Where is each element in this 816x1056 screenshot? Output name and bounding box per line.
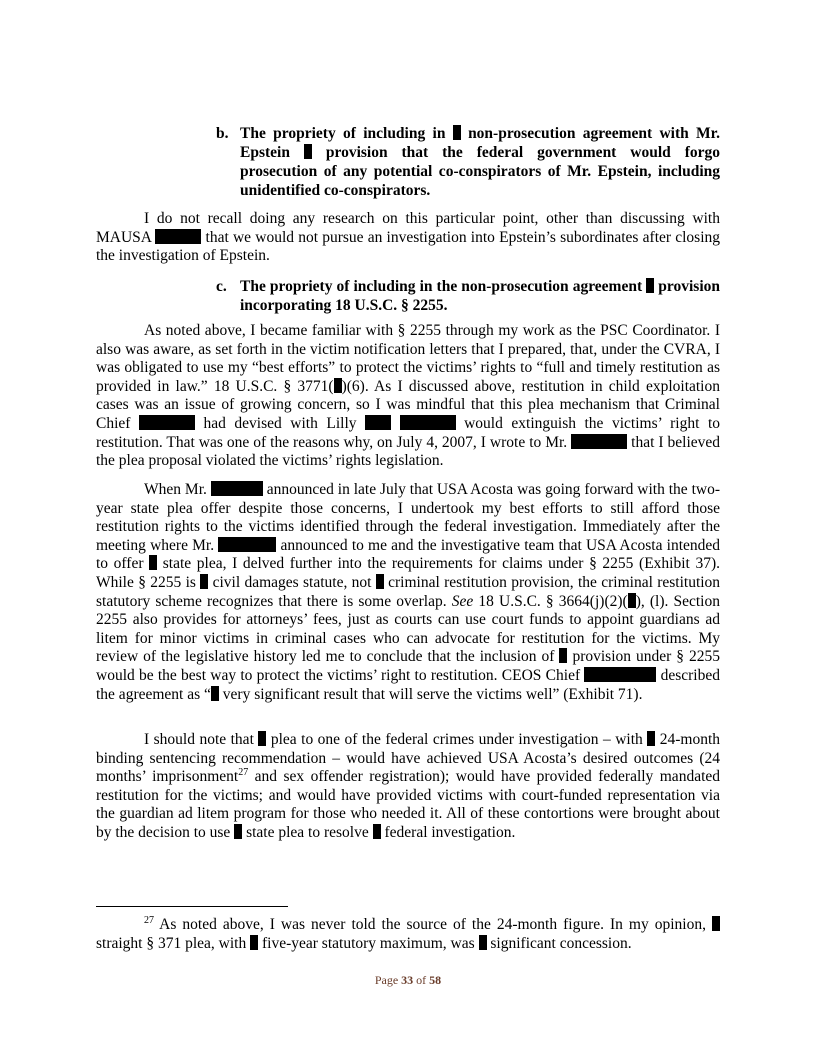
redaction (258, 731, 266, 746)
redaction (453, 125, 461, 140)
redaction (559, 648, 567, 663)
redaction (304, 144, 312, 159)
paragraph: I should note that plea to one of the federal crimes under investigation – with 24-month binding sentencing recommendation – would have achieved USA Acosta’s desired outcomes (24 months’ imprisonment$^{27}$ and sex offender registration); would have provided federally mandated restitution for the victims; and would have provided victims with court-funded representation via the guardian ad litem program for those who needed it. All of these contortions were brought about by the decision to use state plea to resolve federal investigation. (96, 731, 721, 841)
paragraph: As noted above, I became familiar with § 2255 through my work as the PSC Coordinator. I also was aware, as set forth in the victim notification letters that I prepared, that, under the CVRA, I was obligated to use my “best efforts” to protect the victims’ rights to “full and timely restitution as provided in law.” 18 U.S.C. § 3771( )(6). As I discussed above, restitution in child exploitation cases was an issue of growing concern, so I was mindful that this plea mechanism that Criminal Chief had devised with Lilly would extinguish the victims’ right to restitution. That was one of the reasons why, on July 4, 2007, I wrote to Mr. that I believed the plea proposal violated the victims’ rights legislation. (96, 322, 721, 470)
redaction (712, 916, 720, 931)
section-heading-b: b. The propriety of including in non-prosecution agreement with Mr. Epstein provision that the federal government would forgo prosecution of any potential co-conspirators of Mr. Epstein, including unidentified co-conspirators. (216, 125, 720, 199)
section-heading-c: c. The propriety of including in the non-prosecution agreement provision incorporating 18 U.S.C. § 2255. (216, 278, 721, 314)
footnote-divider (96, 906, 288, 907)
redaction (571, 434, 627, 449)
redaction (155, 229, 201, 244)
redaction (211, 481, 263, 496)
footnote-ref[interactable]: 27 (238, 767, 249, 779)
redaction (479, 935, 487, 950)
redaction (584, 667, 656, 682)
redaction (139, 415, 195, 430)
paragraph: I do not recall doing any research on this particular point, other than discussing with MAUSA that we would not pursue an investigation into Epstein’s subordinates after closing the investigation of Epstein. (96, 210, 721, 265)
redaction (646, 278, 654, 293)
paragraph: When Mr. announced in late July that USA Acosta was going forward with the two-year state plea offer despite those concerns, I undertook my best efforts to still afford those restitution rights to the victims identified through the federal investigation. Immediately after the meeting where Mr. announced to me and the investigative team that USA Acosta intended to offer state plea, I delved further into the requirements for claims under § 2255 (Exhibit 37). While § 2255 is civil damages statute, not criminal restitution provision, the criminal restitution statutory scheme recognizes that there is some overlap. See 18 U.S.C. § 3664(j)(2)( ), (l). Section 2255 also provides for attorneys’ fees, just as courts can use court funds to appoint guardians ad litem for minor victims in criminal cases who can advocate for restitution for the victims. My review of the legislative history led me to conclude that the inclusion of provision under § 2255 would be the best way to protect the victims’ right to restitution. CEOS Chief described the agreement as “ very significant result that will serve the victims well” (Exhibit 71). (96, 481, 721, 703)
section-label: c. (216, 278, 227, 295)
redaction (334, 378, 342, 393)
redaction (250, 935, 258, 950)
redaction (365, 415, 391, 430)
redaction (400, 415, 456, 430)
redaction (234, 824, 242, 839)
section-label: b. (216, 125, 229, 142)
page-number: Page 33 of 58 (374, 973, 442, 987)
redaction (373, 824, 381, 839)
redaction (200, 574, 208, 589)
redaction (628, 593, 636, 608)
footnote-number: 27 (144, 914, 154, 926)
redaction (647, 731, 655, 746)
redaction (149, 555, 157, 570)
redaction (218, 537, 276, 552)
redaction (376, 574, 384, 589)
footnote: $^{27}$ As noted above, I was never told the source of the 24-month figure. In my opinion, straight § 371 plea, with five-year statutory maximum, was significant concession. (96, 915, 720, 953)
redaction (211, 686, 219, 701)
